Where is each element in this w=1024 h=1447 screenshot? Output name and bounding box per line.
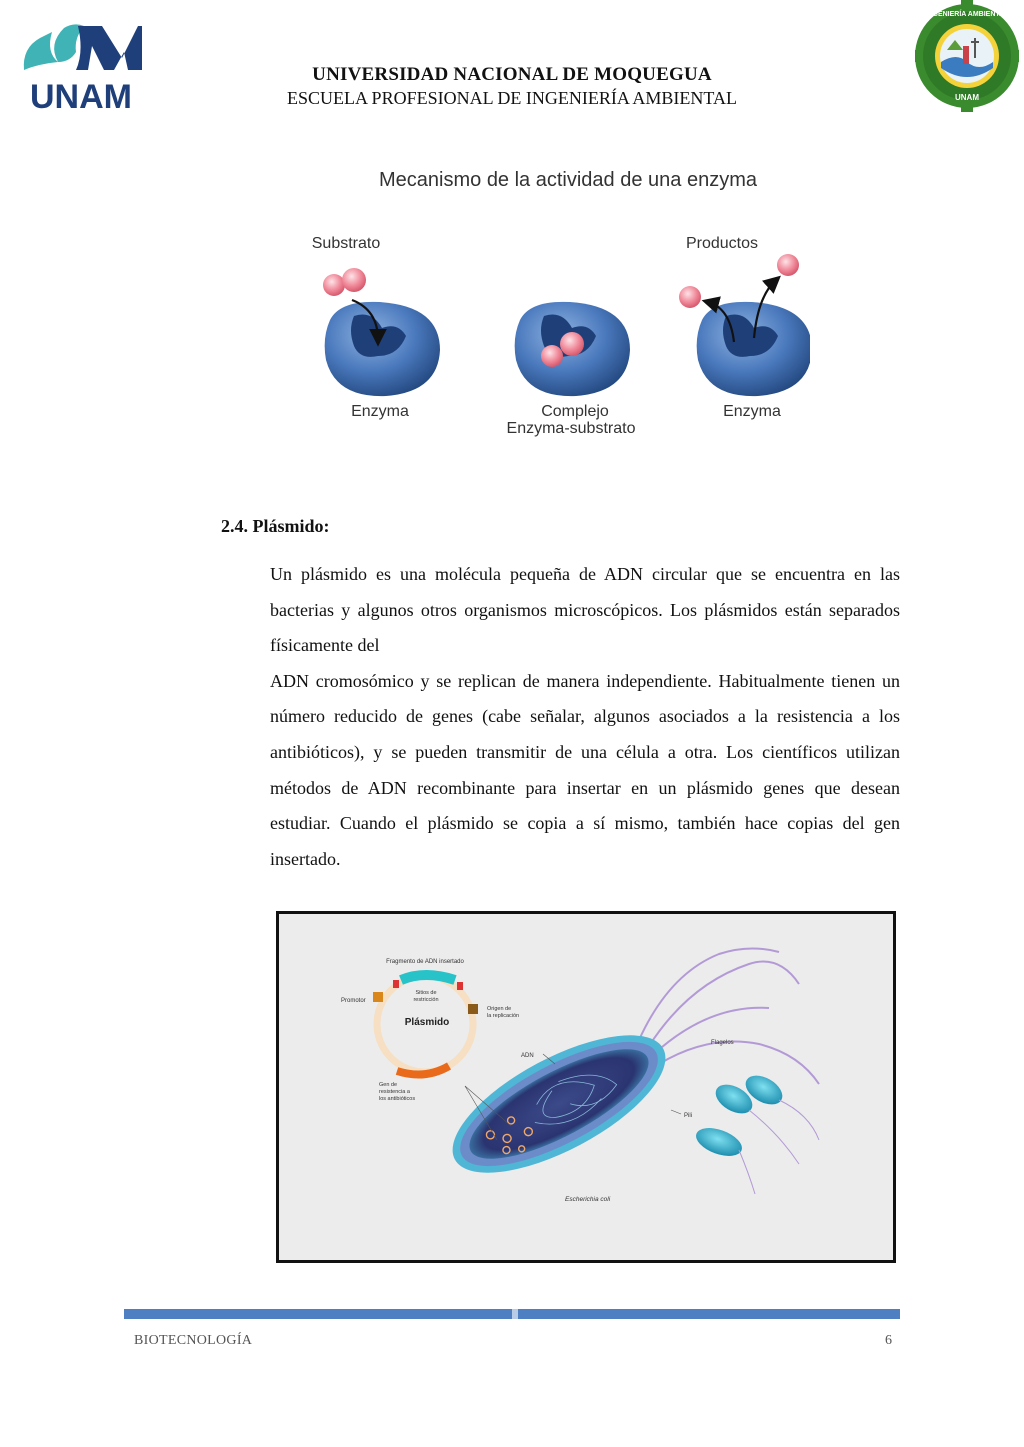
sites-label-1: Sitios de (415, 990, 437, 996)
enzyme-right-shape (697, 302, 810, 396)
section-body (270, 557, 900, 877)
substrate-label: Substrato (311, 235, 381, 252)
sites-label-2: restricción (413, 997, 439, 1003)
page-number: 6 (885, 1333, 892, 1348)
complex-substrate-ball-1 (541, 345, 563, 367)
enzyme-left-shape (325, 302, 440, 396)
university-title: UNIVERSIDAD NACIONAL DE MOQUEGUA (312, 64, 712, 85)
paragraph-part1: Un plásmido es una molécula pequeña de ADN circular que se encuentra en las bacterias y algunos otros organismos microscópicos. Los plásmidos están separados físicamente del (270, 564, 900, 656)
small-bacteria (692, 1070, 819, 1194)
enzyme-mechanism-figure (290, 160, 810, 460)
seal-text-top: INGENIERÍA AMBIENTAL (925, 11, 1009, 18)
promoter-label: Promotor (341, 998, 366, 1004)
plasmid-figure (276, 911, 896, 1263)
seal-text-bottom: UNAM (955, 93, 979, 102)
enzyme-left-label: Enzyma (351, 403, 409, 420)
resistance-label-1: Gen de (379, 1082, 398, 1088)
enzyme-right-label: Enzyma (723, 403, 781, 420)
origin-label-2: la replicación (487, 1013, 520, 1019)
footer-course-name: BIOTECNOLOGÍA (134, 1333, 253, 1348)
flagella (639, 948, 819, 1084)
product-ball-right (777, 254, 799, 276)
section-title: 2.4. Plásmido: (221, 516, 330, 536)
complex-label-line1: Complejo (541, 403, 609, 420)
logo-text: UNAM (30, 78, 132, 112)
paragraph-part2: ADN cromosómico y se replican de manera independiente. Habitualmente tienen un número reducido de genes (cabe señalar, algunos asociados a la resistencia a los antibióticos), y se pueden transmitir de una célula a otra. Los científicos utilizan métodos de ADN recombinante para insertar en un plásmido genes que desean estudiar. Cuando el plásmido se copia a sí mismo, también hace copias del gen insertado. (270, 670, 900, 869)
complex-label-line2: Enzyma-substrato (506, 420, 636, 437)
footer-bar-divider (512, 1309, 518, 1319)
products-label: Productos (685, 235, 759, 252)
substrate-ball-2 (342, 268, 366, 292)
flagella-label: Flagelos (711, 1040, 734, 1046)
product-ball-left (679, 286, 701, 308)
resistance-label-3: los antibióticos (379, 1096, 416, 1102)
fragment-label: Fragmento de ADN insertado (386, 959, 464, 965)
figure1-title: Mecanismo de la actividad de una enzyma (379, 169, 757, 191)
pili-label: Pili (684, 1113, 693, 1119)
resistance-label-2: resistencia a (379, 1089, 410, 1095)
school-subtitle: ESCUELA PROFESIONAL DE INGENIERÍA AMBIENTAL (287, 88, 737, 108)
complex-substrate-ball-2 (560, 332, 584, 356)
plasmid-label: Plásmido (404, 1017, 450, 1028)
substrate-ball-1 (323, 274, 345, 296)
species-label: Escherichia coli (565, 1196, 611, 1203)
origin-label-1: Origen de (487, 1006, 512, 1012)
dna-label: ADN (521, 1053, 534, 1059)
